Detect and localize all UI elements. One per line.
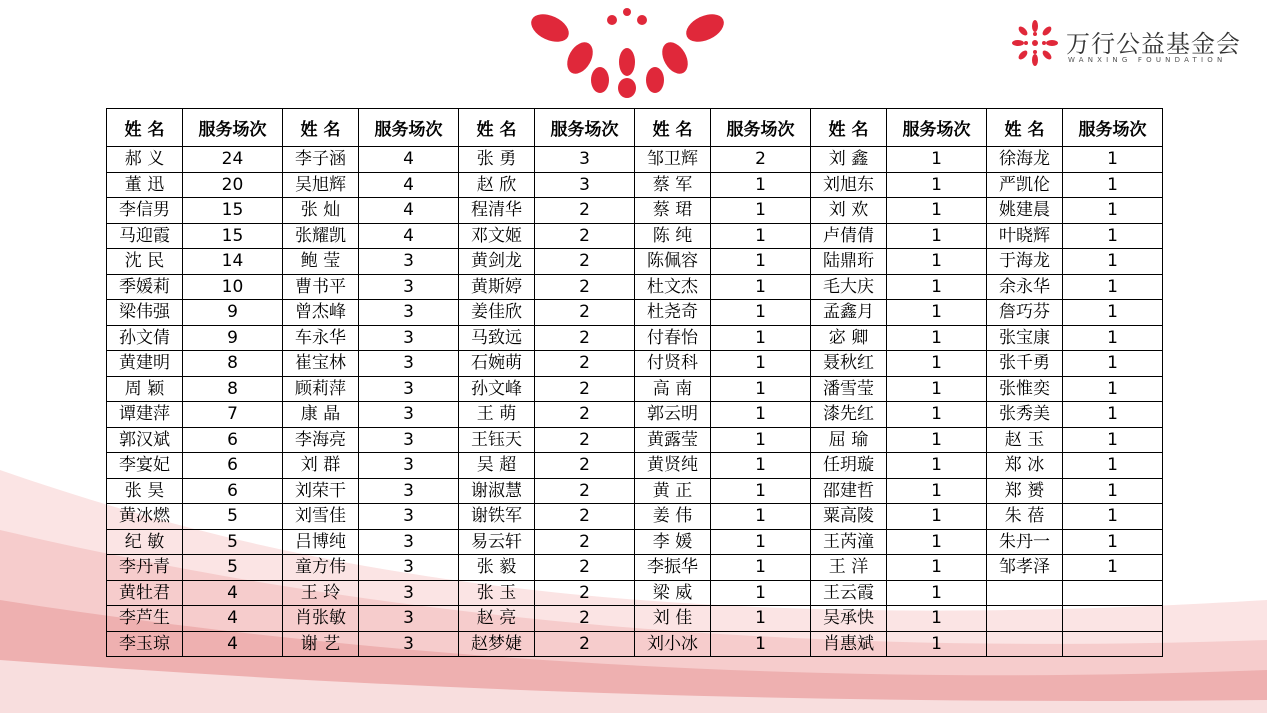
table-row bbox=[107, 504, 1163, 530]
cell-service-count: 1 bbox=[1063, 198, 1163, 224]
cell-service-count: 3 bbox=[359, 376, 459, 402]
table-row bbox=[107, 300, 1163, 326]
cell-name: 李海亮 bbox=[283, 427, 359, 453]
cell-name: 漆先红 bbox=[811, 402, 887, 428]
cell-service-count: 1 bbox=[887, 427, 987, 453]
cell-service-count: 3 bbox=[359, 427, 459, 453]
cell-service-count: 1 bbox=[887, 172, 987, 198]
cell-service-count bbox=[1063, 580, 1163, 606]
table-row bbox=[107, 172, 1163, 198]
cell-service-count: 1 bbox=[711, 453, 811, 479]
table-row bbox=[107, 325, 1163, 351]
cell-service-count: 9 bbox=[183, 325, 283, 351]
cell-service-count: 4 bbox=[183, 606, 283, 632]
cell-service-count: 1 bbox=[1063, 249, 1163, 275]
cell-name: 周 颖 bbox=[107, 376, 183, 402]
cell-service-count: 8 bbox=[183, 376, 283, 402]
header-service-count: 服务场次 bbox=[887, 109, 987, 147]
cell-name: 季媛莉 bbox=[107, 274, 183, 300]
cell-service-count: 2 bbox=[535, 555, 635, 581]
cell-name: 邹孝泽 bbox=[987, 555, 1063, 581]
table-row bbox=[107, 223, 1163, 249]
cell-service-count: 1 bbox=[711, 529, 811, 555]
cell-service-count: 1 bbox=[711, 555, 811, 581]
table-row bbox=[107, 351, 1163, 377]
cell-service-count: 2 bbox=[535, 453, 635, 479]
cell-name: 张 昊 bbox=[107, 478, 183, 504]
cell-service-count: 1 bbox=[711, 325, 811, 351]
cell-name: 叶晓辉 bbox=[987, 223, 1063, 249]
cell-name: 梁 威 bbox=[635, 580, 711, 606]
cell-service-count bbox=[1063, 631, 1163, 657]
cell-name bbox=[987, 606, 1063, 632]
cell-service-count: 4 bbox=[183, 631, 283, 657]
cell-name: 于海龙 bbox=[987, 249, 1063, 275]
cell-service-count: 1 bbox=[887, 478, 987, 504]
table-row bbox=[107, 427, 1163, 453]
table-row bbox=[107, 555, 1163, 581]
cell-service-count: 3 bbox=[359, 325, 459, 351]
cell-name: 屈 瑜 bbox=[811, 427, 887, 453]
cell-service-count: 1 bbox=[711, 631, 811, 657]
cell-name: 刘小冰 bbox=[635, 631, 711, 657]
cell-name: 张 玉 bbox=[459, 580, 535, 606]
cell-name: 马致远 bbox=[459, 325, 535, 351]
cell-service-count: 2 bbox=[535, 631, 635, 657]
header-name: 姓 名 bbox=[635, 109, 711, 147]
cell-service-count: 3 bbox=[535, 147, 635, 173]
table-row bbox=[107, 453, 1163, 479]
cell-service-count: 3 bbox=[359, 504, 459, 530]
cell-name: 邹卫辉 bbox=[635, 147, 711, 173]
cell-name: 余永华 bbox=[987, 274, 1063, 300]
cell-name: 姚建晨 bbox=[987, 198, 1063, 224]
cell-service-count: 8 bbox=[183, 351, 283, 377]
header-service-count: 服务场次 bbox=[183, 109, 283, 147]
cell-service-count: 1 bbox=[887, 351, 987, 377]
cell-service-count: 1 bbox=[887, 147, 987, 173]
cell-name: 赵 玉 bbox=[987, 427, 1063, 453]
cell-service-count: 3 bbox=[359, 606, 459, 632]
cell-name: 吴承快 bbox=[811, 606, 887, 632]
table-row bbox=[107, 274, 1163, 300]
cell-service-count: 5 bbox=[183, 529, 283, 555]
cell-name bbox=[987, 631, 1063, 657]
cell-service-count: 1 bbox=[1063, 427, 1163, 453]
cell-name: 崔宝林 bbox=[283, 351, 359, 377]
cell-name: 车永华 bbox=[283, 325, 359, 351]
cell-name: 黄露莹 bbox=[635, 427, 711, 453]
cell-name: 赵梦婕 bbox=[459, 631, 535, 657]
table-header-row bbox=[107, 109, 1163, 147]
cell-service-count: 1 bbox=[711, 198, 811, 224]
cell-name: 王 洋 bbox=[811, 555, 887, 581]
cell-name: 黄剑龙 bbox=[459, 249, 535, 275]
cell-service-count: 1 bbox=[1063, 351, 1163, 377]
cell-service-count: 1 bbox=[1063, 555, 1163, 581]
cell-name: 杜文杰 bbox=[635, 274, 711, 300]
cell-name: 康 晶 bbox=[283, 402, 359, 428]
cell-service-count: 2 bbox=[535, 249, 635, 275]
cell-service-count: 3 bbox=[359, 453, 459, 479]
cell-service-count: 1 bbox=[711, 606, 811, 632]
cell-name: 刘 群 bbox=[283, 453, 359, 479]
cell-name: 刘旭东 bbox=[811, 172, 887, 198]
cell-name: 姜 伟 bbox=[635, 504, 711, 530]
cell-service-count: 1 bbox=[887, 249, 987, 275]
cell-name: 郭汉斌 bbox=[107, 427, 183, 453]
cell-name: 刘荣干 bbox=[283, 478, 359, 504]
cell-service-count: 1 bbox=[887, 580, 987, 606]
cell-service-count: 1 bbox=[1063, 172, 1163, 198]
table-row bbox=[107, 249, 1163, 275]
cell-service-count: 1 bbox=[711, 402, 811, 428]
cell-service-count: 1 bbox=[1063, 325, 1163, 351]
cell-service-count: 1 bbox=[1063, 478, 1163, 504]
cell-service-count: 3 bbox=[359, 274, 459, 300]
cell-name: 卢倩倩 bbox=[811, 223, 887, 249]
cell-service-count: 1 bbox=[887, 529, 987, 555]
cell-name: 杜尧奇 bbox=[635, 300, 711, 326]
cell-service-count: 5 bbox=[183, 555, 283, 581]
header-name: 姓 名 bbox=[459, 109, 535, 147]
table-row bbox=[107, 376, 1163, 402]
cell-service-count: 1 bbox=[1063, 274, 1163, 300]
cell-service-count: 3 bbox=[359, 555, 459, 581]
header-name: 姓 名 bbox=[283, 109, 359, 147]
cell-name: 刘雪佳 bbox=[283, 504, 359, 530]
cell-name: 毛大庆 bbox=[811, 274, 887, 300]
cell-service-count: 2 bbox=[535, 427, 635, 453]
cell-service-count: 6 bbox=[183, 478, 283, 504]
cell-name: 张耀凯 bbox=[283, 223, 359, 249]
cell-service-count: 2 bbox=[535, 376, 635, 402]
cell-name: 黄牡君 bbox=[107, 580, 183, 606]
cell-name: 陈 纯 bbox=[635, 223, 711, 249]
cell-service-count: 1 bbox=[1063, 402, 1163, 428]
cell-name: 谢淑慧 bbox=[459, 478, 535, 504]
cell-service-count: 3 bbox=[359, 402, 459, 428]
cell-service-count: 15 bbox=[183, 223, 283, 249]
cell-service-count: 7 bbox=[183, 402, 283, 428]
cell-name: 王芮潼 bbox=[811, 529, 887, 555]
cell-service-count: 4 bbox=[359, 147, 459, 173]
cell-service-count: 6 bbox=[183, 427, 283, 453]
cell-service-count: 1 bbox=[1063, 504, 1163, 530]
cell-name: 马迎霞 bbox=[107, 223, 183, 249]
cell-name: 黄斯婷 bbox=[459, 274, 535, 300]
cell-name: 沈 民 bbox=[107, 249, 183, 275]
cell-service-count: 1 bbox=[1063, 147, 1163, 173]
cell-name: 李振华 bbox=[635, 555, 711, 581]
table-row bbox=[107, 580, 1163, 606]
cell-service-count: 1 bbox=[711, 223, 811, 249]
cell-name: 曹书平 bbox=[283, 274, 359, 300]
cell-name: 顾莉萍 bbox=[283, 376, 359, 402]
cell-name: 张宝康 bbox=[987, 325, 1063, 351]
cell-name: 潘雪莹 bbox=[811, 376, 887, 402]
cell-name: 徐海龙 bbox=[987, 147, 1063, 173]
cell-service-count: 24 bbox=[183, 147, 283, 173]
cell-name: 张 勇 bbox=[459, 147, 535, 173]
cell-service-count: 3 bbox=[359, 300, 459, 326]
cell-name: 董 迅 bbox=[107, 172, 183, 198]
cell-name: 赵 欣 bbox=[459, 172, 535, 198]
header-name: 姓 名 bbox=[811, 109, 887, 147]
cell-name: 肖张敏 bbox=[283, 606, 359, 632]
cell-name: 纪 敏 bbox=[107, 529, 183, 555]
cell-name: 王钰天 bbox=[459, 427, 535, 453]
cell-name: 蔡 珺 bbox=[635, 198, 711, 224]
cell-service-count: 1 bbox=[887, 325, 987, 351]
cell-service-count: 3 bbox=[359, 580, 459, 606]
cell-service-count: 1 bbox=[887, 504, 987, 530]
cell-name: 刘 鑫 bbox=[811, 147, 887, 173]
table-row bbox=[107, 631, 1163, 657]
red-splash-decoration-icon bbox=[520, 0, 735, 100]
cell-name: 朱丹一 bbox=[987, 529, 1063, 555]
cell-name: 孙文峰 bbox=[459, 376, 535, 402]
table-row bbox=[107, 198, 1163, 224]
cell-service-count: 3 bbox=[359, 249, 459, 275]
cell-name: 谭建萍 bbox=[107, 402, 183, 428]
cell-name: 粟高陵 bbox=[811, 504, 887, 530]
cell-name: 蔡 军 bbox=[635, 172, 711, 198]
cell-service-count: 1 bbox=[711, 478, 811, 504]
cell-service-count: 1 bbox=[1063, 453, 1163, 479]
cell-name: 吴旭辉 bbox=[283, 172, 359, 198]
cell-service-count: 10 bbox=[183, 274, 283, 300]
cell-name: 曾杰峰 bbox=[283, 300, 359, 326]
cell-service-count: 1 bbox=[711, 376, 811, 402]
cell-name: 陆鼎珩 bbox=[811, 249, 887, 275]
cell-name: 宓 卿 bbox=[811, 325, 887, 351]
cell-service-count: 6 bbox=[183, 453, 283, 479]
cell-service-count: 1 bbox=[711, 580, 811, 606]
header-service-count: 服务场次 bbox=[535, 109, 635, 147]
cell-service-count: 9 bbox=[183, 300, 283, 326]
cell-service-count: 2 bbox=[535, 223, 635, 249]
logo-chinese-name: 万行公益基金会 bbox=[1066, 30, 1241, 58]
cell-name: 李宴妃 bbox=[107, 453, 183, 479]
cell-name: 邓文姬 bbox=[459, 223, 535, 249]
cell-service-count: 1 bbox=[887, 453, 987, 479]
cell-service-count: 2 bbox=[535, 504, 635, 530]
header-name: 姓 名 bbox=[987, 109, 1063, 147]
cell-service-count: 3 bbox=[359, 351, 459, 377]
cell-name: 张 毅 bbox=[459, 555, 535, 581]
cell-service-count: 1 bbox=[887, 631, 987, 657]
cell-name: 严凯伦 bbox=[987, 172, 1063, 198]
cell-name: 姜佳欣 bbox=[459, 300, 535, 326]
cell-service-count: 4 bbox=[359, 172, 459, 198]
cell-name: 孙文倩 bbox=[107, 325, 183, 351]
cell-name: 童方伟 bbox=[283, 555, 359, 581]
cell-service-count: 4 bbox=[183, 580, 283, 606]
cell-name: 张惟奕 bbox=[987, 376, 1063, 402]
cell-service-count: 1 bbox=[711, 300, 811, 326]
cell-service-count: 4 bbox=[359, 223, 459, 249]
cell-name: 李芦生 bbox=[107, 606, 183, 632]
table-row bbox=[107, 529, 1163, 555]
cell-service-count: 1 bbox=[887, 606, 987, 632]
logo-english-name: WANXING FOUNDATION bbox=[1068, 56, 1227, 64]
cell-name: 邵建哲 bbox=[811, 478, 887, 504]
cell-service-count: 2 bbox=[535, 402, 635, 428]
cell-name: 陈佩容 bbox=[635, 249, 711, 275]
cell-name: 李玉琼 bbox=[107, 631, 183, 657]
cell-name: 谢 艺 bbox=[283, 631, 359, 657]
cell-service-count: 3 bbox=[359, 478, 459, 504]
cell-service-count: 1 bbox=[1063, 529, 1163, 555]
cell-name: 程清华 bbox=[459, 198, 535, 224]
cell-service-count: 3 bbox=[359, 529, 459, 555]
cell-name: 黄 正 bbox=[635, 478, 711, 504]
cell-service-count: 3 bbox=[535, 172, 635, 198]
table-row bbox=[107, 478, 1163, 504]
cell-name: 王 玲 bbox=[283, 580, 359, 606]
header-service-count: 服务场次 bbox=[711, 109, 811, 147]
red-radial-splash-icon bbox=[1010, 18, 1060, 68]
cell-name: 李丹青 bbox=[107, 555, 183, 581]
table-body bbox=[107, 147, 1163, 657]
cell-name: 王云霞 bbox=[811, 580, 887, 606]
cell-service-count: 1 bbox=[711, 172, 811, 198]
cell-service-count: 1 bbox=[887, 223, 987, 249]
volunteer-service-table bbox=[106, 108, 1163, 657]
cell-service-count: 1 bbox=[887, 198, 987, 224]
cell-service-count: 1 bbox=[1063, 376, 1163, 402]
cell-service-count: 1 bbox=[1063, 300, 1163, 326]
cell-name: 郑 冰 bbox=[987, 453, 1063, 479]
cell-name: 孟鑫月 bbox=[811, 300, 887, 326]
cell-service-count: 2 bbox=[711, 147, 811, 173]
header-name: 姓 名 bbox=[107, 109, 183, 147]
cell-name: 詹巧芬 bbox=[987, 300, 1063, 326]
cell-name: 吴 超 bbox=[459, 453, 535, 479]
cell-name: 黄贤纯 bbox=[635, 453, 711, 479]
cell-name: 任玥璇 bbox=[811, 453, 887, 479]
table-row bbox=[107, 147, 1163, 173]
cell-name: 张千勇 bbox=[987, 351, 1063, 377]
header-service-count: 服务场次 bbox=[359, 109, 459, 147]
cell-service-count: 4 bbox=[359, 198, 459, 224]
cell-name: 梁伟强 bbox=[107, 300, 183, 326]
cell-name: 张 灿 bbox=[283, 198, 359, 224]
cell-name: 李 媛 bbox=[635, 529, 711, 555]
cell-name: 付贤科 bbox=[635, 351, 711, 377]
cell-name: 刘 佳 bbox=[635, 606, 711, 632]
cell-name: 李信男 bbox=[107, 198, 183, 224]
cell-service-count: 1 bbox=[711, 504, 811, 530]
cell-name: 郝 义 bbox=[107, 147, 183, 173]
header-service-count: 服务场次 bbox=[1063, 109, 1163, 147]
cell-service-count: 2 bbox=[535, 478, 635, 504]
cell-service-count: 14 bbox=[183, 249, 283, 275]
cell-name: 吕博纯 bbox=[283, 529, 359, 555]
cell-service-count: 1 bbox=[887, 274, 987, 300]
cell-service-count: 1 bbox=[1063, 223, 1163, 249]
cell-name: 聂秋红 bbox=[811, 351, 887, 377]
cell-service-count: 3 bbox=[359, 631, 459, 657]
cell-name: 赵 亮 bbox=[459, 606, 535, 632]
cell-service-count: 1 bbox=[887, 555, 987, 581]
cell-service-count: 1 bbox=[887, 376, 987, 402]
cell-service-count: 2 bbox=[535, 606, 635, 632]
cell-service-count: 2 bbox=[535, 198, 635, 224]
cell-service-count: 1 bbox=[711, 351, 811, 377]
cell-name: 刘 欢 bbox=[811, 198, 887, 224]
cell-name: 张秀美 bbox=[987, 402, 1063, 428]
cell-name: 王 萌 bbox=[459, 402, 535, 428]
cell-name: 李子涵 bbox=[283, 147, 359, 173]
cell-name: 石婉萌 bbox=[459, 351, 535, 377]
table-row bbox=[107, 402, 1163, 428]
cell-name: 黄建明 bbox=[107, 351, 183, 377]
cell-service-count: 20 bbox=[183, 172, 283, 198]
cell-name: 谢铁军 bbox=[459, 504, 535, 530]
cell-name: 朱 蓓 bbox=[987, 504, 1063, 530]
cell-name bbox=[987, 580, 1063, 606]
cell-service-count: 2 bbox=[535, 580, 635, 606]
cell-service-count: 1 bbox=[887, 300, 987, 326]
cell-service-count bbox=[1063, 606, 1163, 632]
cell-name: 肖惠斌 bbox=[811, 631, 887, 657]
cell-service-count: 2 bbox=[535, 351, 635, 377]
cell-name: 黄冰燃 bbox=[107, 504, 183, 530]
cell-service-count: 2 bbox=[535, 300, 635, 326]
cell-name: 郑 赟 bbox=[987, 478, 1063, 504]
cell-service-count: 2 bbox=[535, 325, 635, 351]
table-row bbox=[107, 606, 1163, 632]
cell-service-count: 1 bbox=[887, 402, 987, 428]
cell-service-count: 2 bbox=[535, 529, 635, 555]
cell-name: 鲍 莹 bbox=[283, 249, 359, 275]
cell-service-count: 15 bbox=[183, 198, 283, 224]
cell-service-count: 5 bbox=[183, 504, 283, 530]
cell-name: 高 南 bbox=[635, 376, 711, 402]
cell-service-count: 1 bbox=[711, 249, 811, 275]
foundation-logo bbox=[1010, 18, 1250, 68]
cell-name: 易云轩 bbox=[459, 529, 535, 555]
cell-service-count: 1 bbox=[711, 274, 811, 300]
cell-name: 付春怡 bbox=[635, 325, 711, 351]
cell-service-count: 2 bbox=[535, 274, 635, 300]
cell-name: 郭云明 bbox=[635, 402, 711, 428]
cell-service-count: 1 bbox=[711, 427, 811, 453]
